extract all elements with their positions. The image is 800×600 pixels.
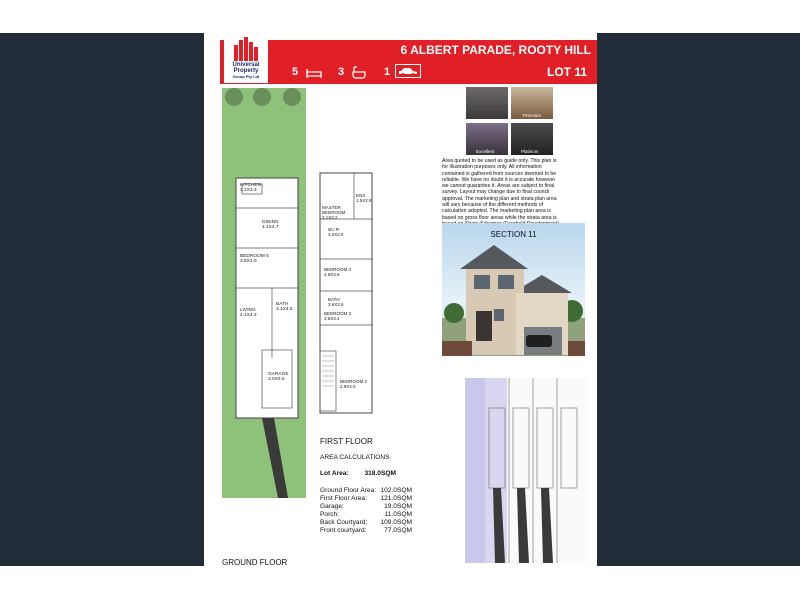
room-kitchen-label: KITCHEN (240, 183, 262, 188)
room-bedroom3-label: BEDROOM 3 (324, 311, 352, 316)
room-master-bedroom-label: MASTER BEDROOM (322, 205, 346, 215)
lot-area-label: Lot Area: (320, 470, 349, 477)
room-garage-size: 3.0X5.5 (268, 377, 285, 382)
house-rendering[interactable] (442, 223, 585, 356)
room-bedroom2-size: 2.9X4.0 (340, 384, 356, 389)
left-backdrop (0, 33, 204, 566)
interior-photo-1[interactable] (466, 87, 508, 119)
first-floor-plan[interactable] (318, 171, 376, 443)
ground-floor-area-value: 102.0SQM (380, 487, 412, 494)
floor-plan-sheet[interactable] (204, 33, 597, 566)
area-calc-title: AREA CALCULATIONS (320, 454, 390, 461)
interior-photo-2[interactable] (511, 87, 553, 119)
interior-photo-3[interactable] (466, 123, 508, 155)
room-ens-label: ENS (356, 193, 366, 198)
front-courtyard-area-label: Front courtyard: (320, 527, 367, 534)
brand-name: Universal (232, 62, 260, 68)
room-dining-size: 4.1X4.7 (262, 225, 279, 230)
building-logo-icon (232, 37, 260, 61)
house-facade-illustration (442, 223, 585, 356)
room-bedroom4-label: BEDROOM 4 (324, 267, 352, 272)
room-bath-ff-label: BATH (328, 297, 340, 302)
ground-floor-title: GROUND FLOOR (222, 558, 288, 566)
room-bedroom5-size: 3.6X3.0 (240, 259, 257, 264)
room-bedroom4-size: 3.6X3.6 (324, 272, 340, 277)
room-wir-label: W.I.R (328, 227, 339, 232)
garage-area-value: 19.0SQM (384, 503, 412, 510)
photo-label-platinum: Platinum (521, 149, 539, 154)
room-wir-size: 3.2X2.5 (328, 232, 344, 237)
room-kitchen-size: 3.1X3.3 (240, 188, 257, 193)
first-floor-area-label: First Floor Area: (320, 495, 367, 502)
car-icon (395, 64, 421, 78)
room-living-label: LIVING (240, 308, 256, 313)
brand-tagline: Group Pty Ltd (232, 74, 260, 79)
room-garage-label: GARAGE (268, 372, 289, 377)
site-plan[interactable] (465, 378, 587, 563)
photo-label-premium: Premium (523, 113, 542, 118)
bath-icon (351, 66, 367, 79)
bathroom-count: 3 (338, 66, 345, 78)
room-living-size: 4.1X4.3 (240, 313, 257, 318)
site-plan-diagram (465, 378, 587, 563)
room-master-bedroom-size: 3.1X3.2 (322, 215, 338, 220)
back-courtyard-area-value: 109.0SQM (380, 519, 412, 526)
back-courtyard-area-label: Back Courtyard: (320, 519, 368, 526)
lot-number: LOT 11 (546, 65, 587, 79)
ground-floor-area-label: Ground Floor Area: (320, 487, 377, 494)
property-address: 6 ALBERT PARADE, ROOTY HILL (400, 43, 591, 57)
top-bar (0, 0, 800, 33)
room-bath-size: 3.1X4.5 (276, 307, 293, 312)
section-title: SECTION 11 (490, 230, 537, 239)
right-backdrop (597, 33, 800, 566)
room-bedroom5-label: BEDROOM 5 (240, 254, 269, 259)
bed-icon (306, 68, 322, 78)
company-logo (224, 35, 268, 83)
room-bath-ff-size: 3.6X2.6 (328, 302, 344, 307)
car-space-count: 1 (384, 66, 391, 78)
garage-area-label: Garage: (320, 503, 344, 510)
brand-name-2: Property (233, 68, 259, 74)
photo-label-excellent: Excellent (476, 149, 495, 154)
room-dining-label: DINING (262, 220, 279, 225)
first-floor-title: FIRST FLOOR (320, 437, 373, 446)
ground-floor-drawing (222, 88, 306, 498)
first-floor-area-value: 121.0SQM (380, 495, 412, 502)
room-bedroom2-label: BEDROOM 2 (340, 379, 368, 384)
front-courtyard-area-value: 77.0SQM (384, 527, 412, 534)
interior-photo-4[interactable] (511, 123, 553, 155)
disclaimer-text: Area quoted to be used as guide only. This plan is for illustration purposes only. All information contained is gathered from sources deemed to be reliable. We have no doubt it is accurate however we cannot guarantee it. Areas are subject to final survey. Layout may change due to final council approval. The marketing plan and strata plan area will vary because of the different methods of calculation adopted. The marketing plan area is based on gross floor areas while the strata area is (442, 158, 557, 221)
room-bath-label: BATH (276, 302, 289, 307)
bottom-bar (0, 566, 800, 600)
lot-area-value: 318.0SQM (364, 470, 396, 477)
porch-area-label: Porch: (320, 511, 340, 518)
room-ens-size: 1.5X2.8 (356, 198, 372, 203)
porch-area-value: 11.0SQM (384, 511, 412, 518)
ground-floor-plan[interactable] (222, 88, 306, 498)
room-bedroom3-size: 3.6X3.4 (324, 316, 340, 321)
bedroom-count: 5 (292, 66, 299, 78)
header-banner (220, 40, 597, 84)
